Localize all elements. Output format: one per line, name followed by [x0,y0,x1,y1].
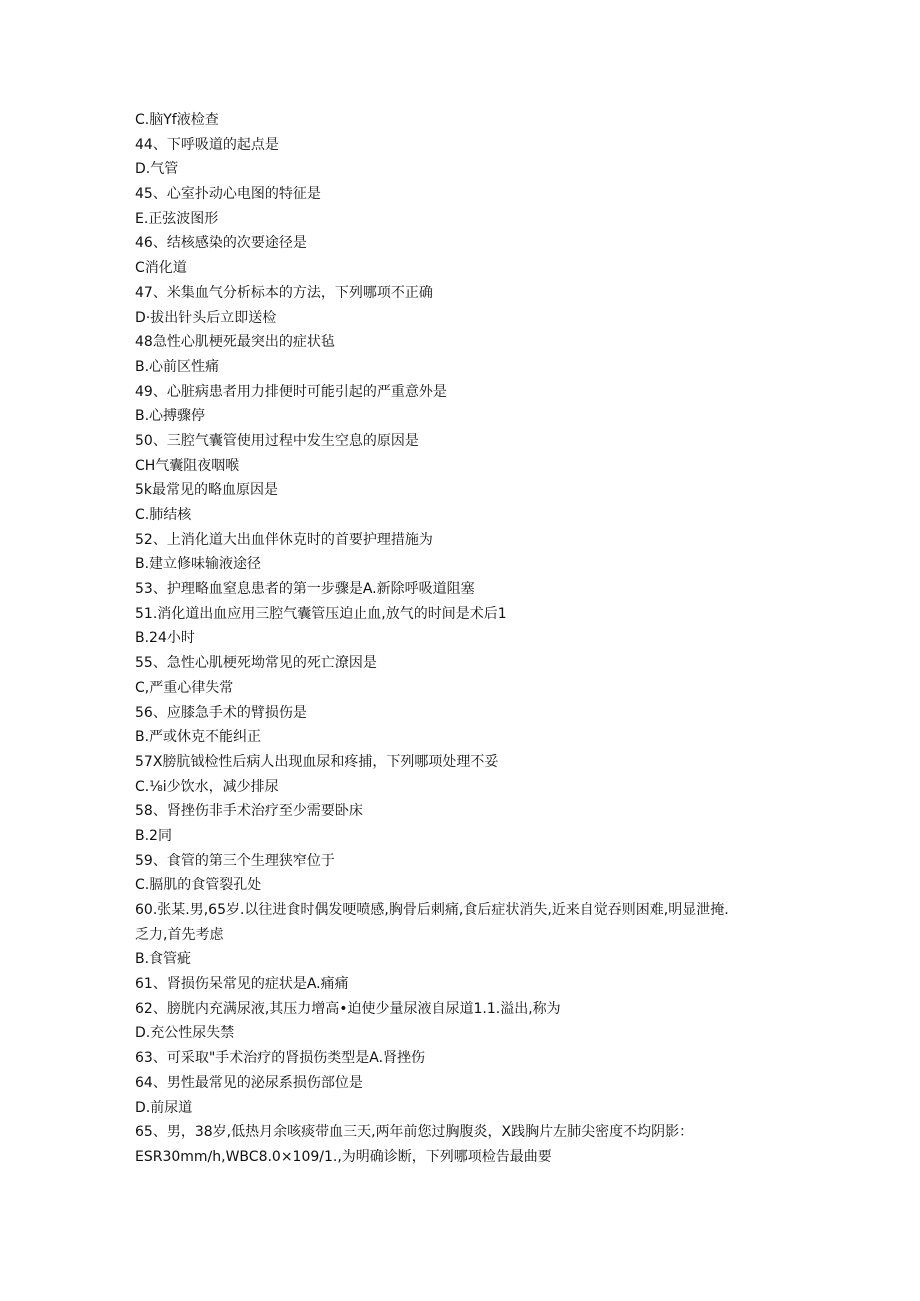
question-45: 45、心室扑动心电图的特征是 [135,186,321,203]
answer-49: B.心搏骤停 [135,408,206,425]
question-60: 60.张某.男,65岁.以往进食时偶发哽喷感,胸骨后刺痛,食后症状消失,近来自觉吞则困难,明显泄掩. [135,902,729,918]
question-60-continued: 乏力,首先考虑 [135,926,224,943]
answer-48: B.心前区性痛 [135,358,220,375]
question-53: 53、护理略血窒息患者的第一步骤是A.新除呼吸道阻塞 [135,581,475,598]
question-49: 49、心脏病患者用力排便时可能引起的严重意外是 [135,383,447,400]
question-57: 57X膀肮钺检性后病人出现血尿和疼捕，下列哪项处理不妥 [135,753,499,770]
question-44: 44、下呼吸道的起点是 [135,136,279,153]
answer-44: D.气管 [135,161,179,178]
answer-64: D.前尿道 [135,1099,193,1116]
question-65: 65、男，38岁,低热月余咳痰带血三天,两年前您过胸腹炎，X践胸片左肺尖密度不均阴影： [135,1124,694,1141]
question-54: 51.消化道出血应用三腔气囊管压迫止血,放气的时间是术后1 [135,605,507,622]
text-line: C.脑Yf液检查 [135,112,219,128]
question-51: 5k最常见的略血原因是 [135,482,279,499]
answer-50: CH气囊阻夜咽喉 [135,457,240,474]
question-50: 50、三腔气囊管使用过程中发生空息的原因是 [135,432,419,449]
answer-57: C.⅛i少饮水，减少排尿 [135,778,279,795]
answer-46: C消化道 [135,260,187,277]
question-48: 48急性心肌梗死最突出的症状毡 [135,334,335,351]
question-47: 47、米集血气分析标本的方法，下列哪项不正确 [135,284,433,301]
answer-52: B.建立修味输液途径 [135,556,262,573]
question-63: 63、可采取"手术治疗的肾损伤类型是A.肾挫伤 [135,1050,426,1067]
question-61: 61、肾损伤呆常见的症状是A.痛痛 [135,976,349,993]
question-52: 52、上消化道大出血伴休克时的首要护理措施为 [135,531,433,548]
question-56: 56、应膝急手术的臂损伤是 [135,704,307,721]
answer-54: B.24小时 [135,630,195,647]
question-46: 46、结核感染的次要途径是 [135,235,307,252]
answer-58: B.2同 [135,827,172,844]
question-62: 62、膀胱内充满尿液,其压力增高•迫使少量尿液自尿道1.1.溢出,称为 [135,1000,561,1017]
question-58: 58、肾挫伤非手术治疗至少需要卧床 [135,803,363,820]
answer-56: B.严或休克不能纠正 [135,729,262,746]
document-text [135,108,795,1170]
answer-45: E.正弦波图形 [135,210,219,227]
question-59: 59、食管的第三个生理狭窄位于 [135,852,335,869]
answer-60: B.食管疵 [135,951,192,968]
question-55: 55、急性心肌梗死坳常见的死亡潦因是 [135,655,377,672]
answer-59: C.膈肌的食管裂孔处 [135,877,262,894]
answer-47: D·拔出针头后立即送检 [135,309,277,326]
answer-62: D.充公性尿失禁 [135,1025,235,1042]
answer-55: C,严重心律失常 [135,679,234,696]
answer-51: C.肺结核 [135,507,192,523]
question-65-continued: ESR30mm∕h,WBC8.0×109/1.,为明确诊断，下列哪项检告最曲要 [135,1148,552,1165]
question-64: 64、男性最常见的泌尿系损伤部位是 [135,1074,363,1091]
